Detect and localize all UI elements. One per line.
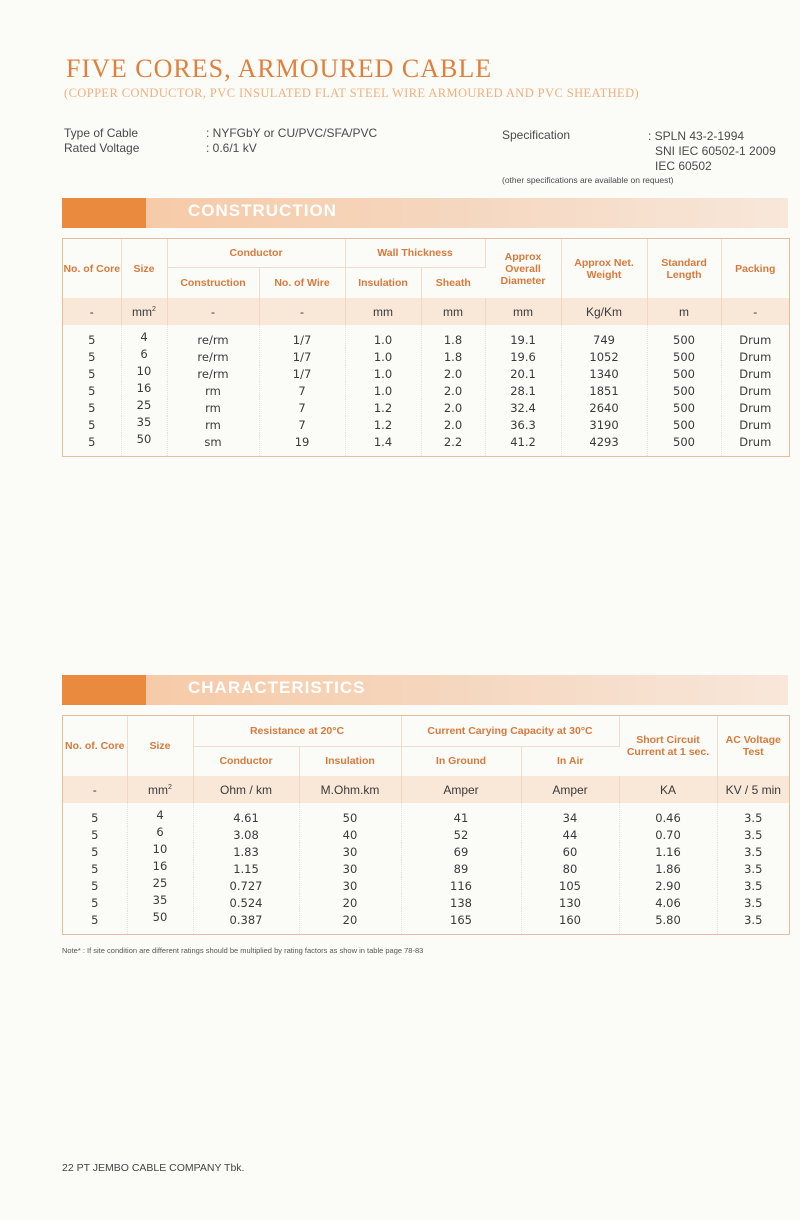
table-cell: 138 <box>401 894 521 911</box>
table-cell: 1.4 <box>345 433 421 456</box>
construction-banner <box>62 198 788 228</box>
table-cell: 7 <box>259 399 345 416</box>
table-cell: 1.2 <box>345 416 421 433</box>
header-insulation: Insulation <box>299 746 401 776</box>
table-cell: 50 <box>299 803 401 826</box>
table-cell: 500 <box>647 399 721 416</box>
footnote: Note* : If site condition are different ratings should be multiplied by rating factors as show in table page 78-83 <box>62 946 424 955</box>
table-cell: 5 <box>63 382 121 399</box>
characteristics-heading: CHARACTERISTICS <box>188 678 366 697</box>
table-cell: 116 <box>401 877 521 894</box>
table-row <box>63 416 789 433</box>
header-length: Standard Length <box>647 239 721 298</box>
unit-cell: $mm^2$ <box>127 776 193 803</box>
table-cell: 6 <box>127 823 193 840</box>
header-size: Size <box>127 716 193 776</box>
table-cell: 5 <box>63 348 121 365</box>
table-cell: 1851 <box>561 382 647 399</box>
header-core: No. of Core <box>63 239 121 298</box>
table-cell: 5 <box>63 416 121 433</box>
table-cell: 1/7 <box>259 348 345 365</box>
table-cell: 0.70 <box>619 826 717 843</box>
table-cell: 3.5 <box>744 895 763 910</box>
voltage-value: : 0.6/1 kV <box>206 141 257 155</box>
header-sheath: Sheath <box>435 276 471 289</box>
unit-cell: - <box>63 298 121 325</box>
table-cell: 7 <box>259 416 345 433</box>
table-cell: 1.0 <box>345 382 421 399</box>
header-insulation: Insulation <box>345 267 421 298</box>
table-cell: 4 <box>127 800 193 823</box>
table-cell: Drum <box>739 434 772 449</box>
table-cell: 3.5 <box>744 827 763 842</box>
table-cell: 10 <box>127 840 193 857</box>
table-cell: 1.0 <box>345 325 421 348</box>
spec-line-3: IEC 60502 <box>655 159 712 173</box>
table-cell: 5 <box>63 894 127 911</box>
banner-accent <box>62 675 146 705</box>
table-cell: 19.1 <box>485 325 561 348</box>
table-cell: 500 <box>647 433 721 456</box>
table-cell: 3.5 <box>744 844 763 859</box>
table-row <box>63 399 789 416</box>
table-cell: 19.6 <box>485 348 561 365</box>
table-cell: rm <box>167 416 259 433</box>
table-cell: 30 <box>299 860 401 877</box>
table-cell: 25 <box>127 874 193 891</box>
table-cell: 0.727 <box>193 877 299 894</box>
table-cell: 30 <box>299 877 401 894</box>
table-cell: 41.2 <box>485 433 561 456</box>
table-cell: 2.2 <box>421 433 485 456</box>
unit-cell: - <box>63 776 127 803</box>
unit-cell: M.Ohm.km <box>299 776 401 803</box>
table-cell: 5 <box>63 826 127 843</box>
table-cell: re/rm <box>167 348 259 365</box>
table-cell: 0.387 <box>193 911 299 934</box>
unit-cell: m <box>647 298 721 325</box>
table-cell: 5 <box>63 433 121 456</box>
table-cell: 2.0 <box>421 382 485 399</box>
table-cell: 89 <box>401 860 521 877</box>
table-cell: 32.4 <box>485 399 561 416</box>
spec-note: (other specifications are available on request) <box>502 175 674 185</box>
table-cell: 5 <box>63 365 121 382</box>
banner-accent <box>62 198 146 228</box>
table-cell: 165 <box>401 911 521 934</box>
table-cell: 25 <box>121 396 167 413</box>
table-cell: sm <box>167 433 259 456</box>
table-cell: 2640 <box>561 399 647 416</box>
table-cell: 4 <box>121 322 167 345</box>
table-cell: Drum <box>739 400 772 415</box>
header-conductor: Conductor <box>193 746 299 776</box>
table-cell: 749 <box>561 325 647 348</box>
unit-cell: - <box>721 298 789 325</box>
table-cell: 500 <box>647 365 721 382</box>
header-packing: Packing <box>735 262 776 275</box>
table-cell: 3.5 <box>744 861 763 876</box>
table-cell: 500 <box>647 382 721 399</box>
table-cell: 28.1 <box>485 382 561 399</box>
table-cell: re/rm <box>167 325 259 348</box>
table-cell: 35 <box>121 413 167 430</box>
table-cell: 6 <box>121 345 167 362</box>
table-cell: 20 <box>299 894 401 911</box>
table-cell: 3.5 <box>744 810 763 825</box>
header-in-air: In Air <box>557 755 584 768</box>
table-cell: 5.80 <box>619 911 717 934</box>
table-cell: 40 <box>299 826 401 843</box>
table-cell: Drum <box>739 366 772 381</box>
table-cell: 1.0 <box>345 348 421 365</box>
unit-cell: KV / 5 min <box>717 776 789 803</box>
table-cell: 0.524 <box>193 894 299 911</box>
table-cell: 1340 <box>561 365 647 382</box>
page-footer: 22 PT JEMBO CABLE COMPANY Tbk. <box>62 1162 245 1174</box>
table-cell: 41 <box>401 803 521 826</box>
spec-line-2: SNI IEC 60502-1 2009 <box>655 144 776 158</box>
page-subtitle: (COPPER CONDUCTOR, PVC INSULATED FLAT STEEL WIRE ARMOURED AND PVC SHEATHED) <box>64 86 640 100</box>
construction-heading: CONSTRUCTION <box>188 201 337 220</box>
table-cell: 4293 <box>561 433 647 456</box>
table-cell: 500 <box>647 348 721 365</box>
type-label: Type of Cable <box>64 126 139 140</box>
table-row <box>63 365 789 382</box>
table-cell: 2.0 <box>421 416 485 433</box>
table-cell: Drum <box>739 332 772 347</box>
unit-cell: $mm^2$ <box>121 298 167 325</box>
table-cell: 5 <box>63 911 127 934</box>
table-cell: 1/7 <box>259 365 345 382</box>
table-cell: 3.5 <box>744 912 763 927</box>
table-cell: Drum <box>739 417 772 432</box>
unit-cell: mm <box>421 298 485 325</box>
table-cell: 1.86 <box>619 860 717 877</box>
table-cell: 160 <box>521 911 619 934</box>
unit-cell: Amper <box>401 776 521 803</box>
table-cell: 19 <box>259 433 345 456</box>
header-wires: No. of Wire <box>259 267 345 298</box>
table-cell: 50 <box>127 908 193 931</box>
table-cell: 105 <box>521 877 619 894</box>
unit-cell: Amper <box>521 776 619 803</box>
table-cell: 2.0 <box>421 365 485 382</box>
table-cell: 3190 <box>561 416 647 433</box>
table-cell: 5 <box>63 860 127 877</box>
table-cell: 1.8 <box>421 325 485 348</box>
table-cell: 20.1 <box>485 365 561 382</box>
table-cell: 1.16 <box>619 843 717 860</box>
header-resistance: Resistance at 20°C <box>193 716 401 746</box>
header-diameter: Approx Overall Diameter <box>485 239 561 298</box>
table-row <box>63 325 789 348</box>
construction-table <box>62 238 790 457</box>
table-cell: 5 <box>63 877 127 894</box>
table-cell: 30 <box>299 843 401 860</box>
table-cell: 10 <box>121 362 167 379</box>
table-cell: 80 <box>521 860 619 877</box>
unit-cell: KA <box>619 776 717 803</box>
unit-cell: mm <box>345 298 421 325</box>
table-cell: 1.2 <box>345 399 421 416</box>
spec-line-1: : SPLN 43-2-1994 <box>648 129 745 143</box>
table-cell: 69 <box>401 843 521 860</box>
table-cell: 16 <box>127 857 193 874</box>
table-cell: Drum <box>739 349 772 364</box>
unit-cell: Kg/Km <box>561 298 647 325</box>
table-cell: 34 <box>521 803 619 826</box>
table-cell: 20 <box>299 911 401 934</box>
table-cell: re/rm <box>167 365 259 382</box>
header-size: Size <box>121 239 167 298</box>
units-row <box>63 298 789 325</box>
voltage-label: Rated Voltage <box>64 141 140 155</box>
table-cell: rm <box>167 382 259 399</box>
table-row <box>63 382 789 399</box>
table-cell: 44 <box>521 826 619 843</box>
table-row <box>63 348 789 365</box>
header-weight: Approx Net. Weight <box>561 239 647 298</box>
table-cell: Drum <box>739 383 772 398</box>
header-short-circuit: Short Circuit Current at 1 sec. <box>619 716 717 776</box>
header-wall-thickness: Wall Thickness <box>345 239 485 267</box>
unit-cell: - <box>167 298 259 325</box>
table-cell: 1.15 <box>193 860 299 877</box>
table-cell: 5 <box>63 325 121 348</box>
table-row <box>63 433 789 456</box>
unit-cell: Ohm / km <box>193 776 299 803</box>
table-cell: 2.0 <box>421 399 485 416</box>
unit-cell: - <box>259 298 345 325</box>
table-cell: 16 <box>121 379 167 396</box>
header-current: Current Carying Capacity at 30°C <box>401 716 619 746</box>
table-cell: 130 <box>521 894 619 911</box>
table-cell: 3.08 <box>193 826 299 843</box>
characteristics-banner <box>62 675 788 705</box>
table-cell: 4.61 <box>193 803 299 826</box>
table-cell: 500 <box>647 416 721 433</box>
header-construction: Construction <box>167 267 259 298</box>
characteristics-table <box>62 715 790 935</box>
table-cell: 500 <box>647 325 721 348</box>
table-cell: 52 <box>401 826 521 843</box>
table-cell: 50 <box>121 430 167 453</box>
table-cell: 5 <box>63 803 127 826</box>
spec-label: Specification <box>502 128 571 142</box>
table-cell: 3.5 <box>744 878 763 893</box>
header-core: No. of. Core <box>63 716 127 776</box>
table-cell: 1.8 <box>421 348 485 365</box>
table-cell: rm <box>167 399 259 416</box>
table-cell: 60 <box>521 843 619 860</box>
table-cell: 1.0 <box>345 365 421 382</box>
table-cell: 1/7 <box>259 325 345 348</box>
header-ac-voltage: AC Voltage Test <box>725 734 781 758</box>
table-cell: 1.83 <box>193 843 299 860</box>
page-title: FIVE CORES, ARMOURED CABLE <box>66 54 493 83</box>
table-cell: 1052 <box>561 348 647 365</box>
unit-cell: mm <box>485 298 561 325</box>
table-cell: 5 <box>63 399 121 416</box>
table-cell: 0.46 <box>619 803 717 826</box>
table-cell: 35 <box>127 891 193 908</box>
table-row <box>63 911 789 934</box>
header-conductor: Conductor <box>167 239 345 267</box>
type-value: : NYFGbY or CU/PVC/SFA/PVC <box>206 126 378 140</box>
units-row <box>63 776 789 803</box>
table-cell: 4.06 <box>619 894 717 911</box>
table-cell: 2.90 <box>619 877 717 894</box>
header-in-ground: In Ground <box>401 746 521 776</box>
table-cell: 5 <box>63 843 127 860</box>
table-cell: 36.3 <box>485 416 561 433</box>
table-cell: 7 <box>259 382 345 399</box>
